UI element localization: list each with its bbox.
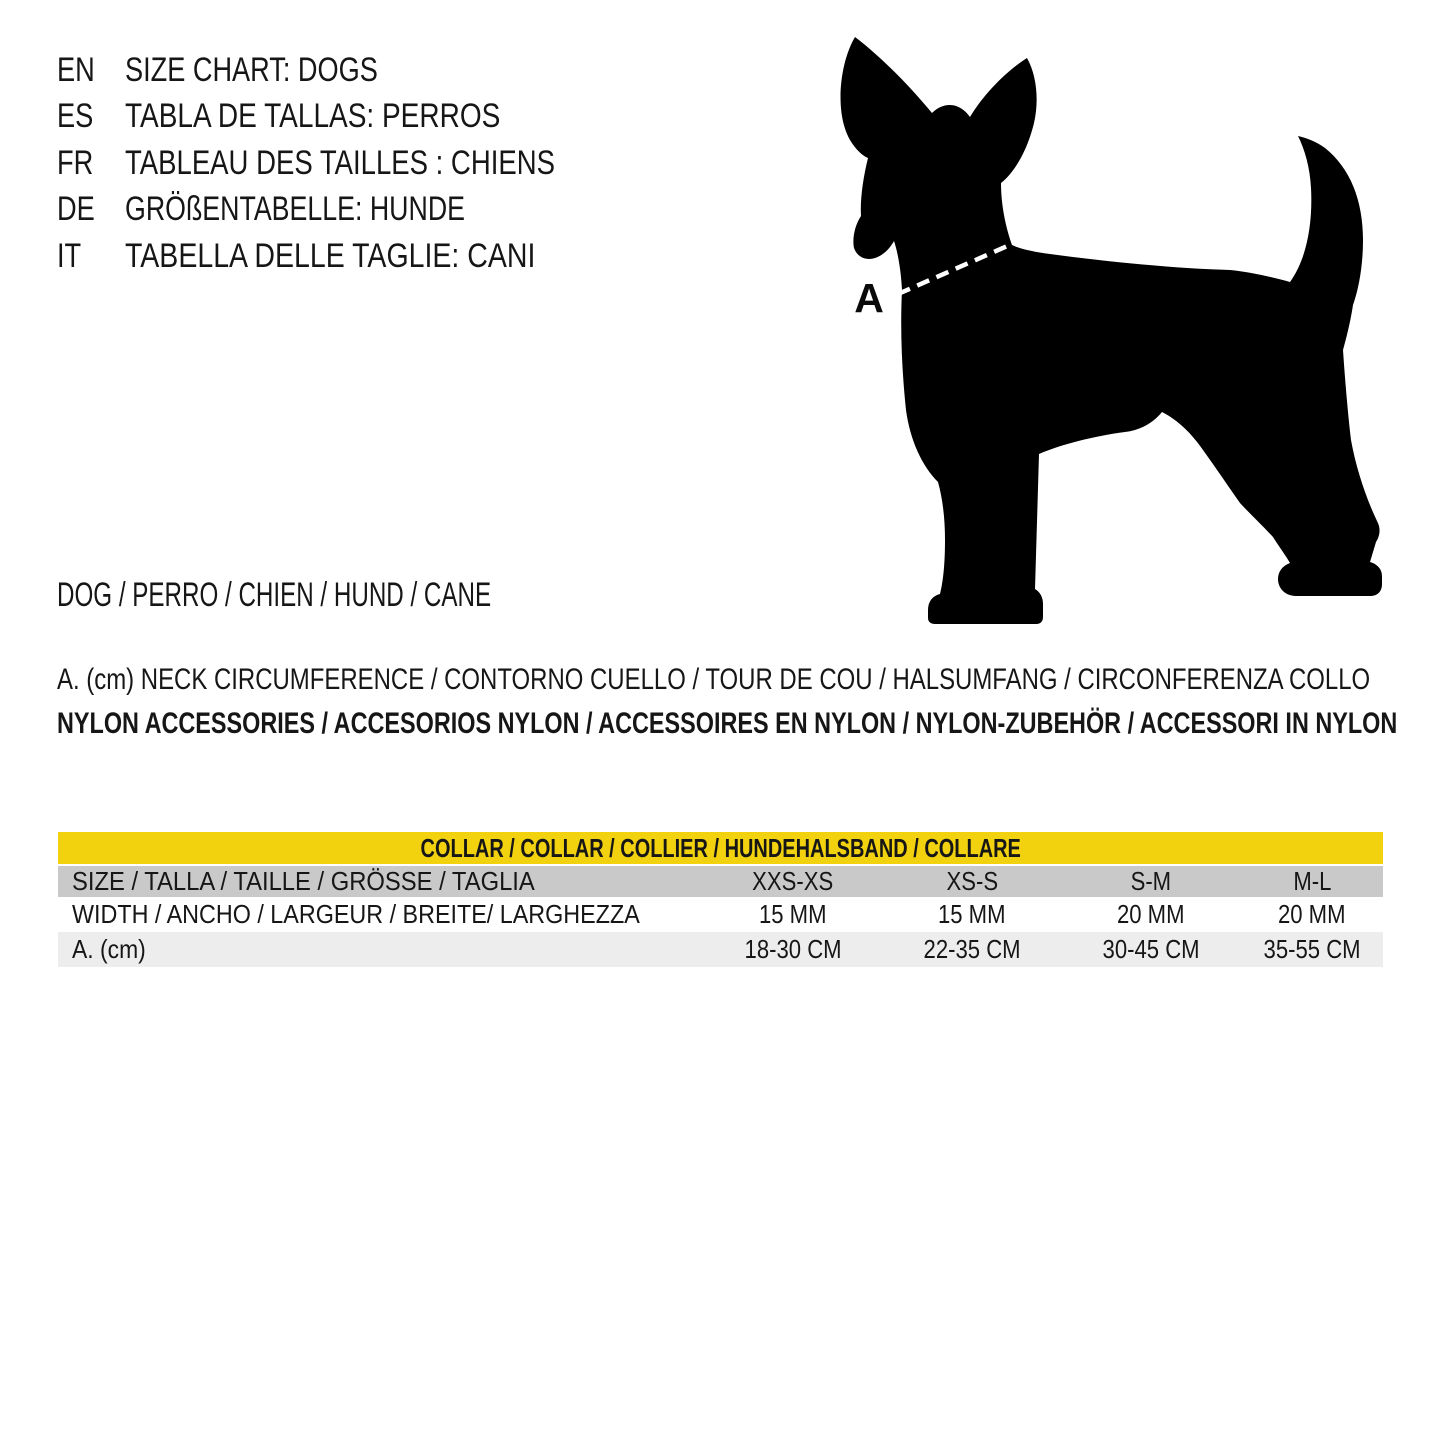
- language-title-list: [57, 47, 656, 280]
- language-row-fr: [57, 140, 656, 187]
- language-label: TABLA DE TALLAS: PERROS: [125, 97, 501, 136]
- table-title: COLLAR / COLLAR / COLLIER / HUNDEHALSBAND / COLLARE: [420, 832, 1021, 863]
- dog-caption: DOG / PERRO / CHIEN / HUND / CANE: [57, 576, 492, 614]
- table-row-width: [58, 897, 1383, 932]
- measure-a-label: A: [854, 275, 884, 321]
- table-cell: 18-30 CM: [744, 934, 842, 964]
- language-label: TABLEAU DES TAILLES : CHIENS: [125, 143, 555, 182]
- language-code: IT: [57, 236, 82, 275]
- language-code: FR: [57, 143, 94, 182]
- table-cell: XXS-XS: [752, 866, 834, 896]
- table-cell: 20 MM: [1117, 899, 1185, 929]
- table-cell: 35-55 CM: [1263, 934, 1361, 964]
- nylon-accessories-note: NYLON ACCESSORIES / ACCESORIOS NYLON / ACCESSOIRES EN NYLON / NYLON-ZUBEHÖR / ACCESSORI IN NYLON: [57, 707, 1398, 740]
- language-code: EN: [57, 50, 95, 89]
- table-cell: 15 MM: [759, 899, 827, 929]
- table-cell: 15 MM: [938, 899, 1006, 929]
- language-row-en: [57, 47, 656, 94]
- language-row-it: [57, 233, 656, 280]
- table-cell: 22-35 CM: [923, 934, 1021, 964]
- row-label: WIDTH / ANCHO / LARGEUR / BREITE/ LARGHEZZA: [72, 899, 640, 929]
- language-code: ES: [57, 97, 94, 136]
- table-cell: M-L: [1292, 866, 1332, 896]
- language-label: GRÖßENTABELLE: HUNDE: [125, 190, 466, 229]
- table-cell: S-M: [1130, 866, 1172, 896]
- dog-silhouette-svg: [810, 20, 1430, 640]
- language-row-es: [57, 94, 656, 141]
- table-cell: 30-45 CM: [1102, 934, 1200, 964]
- language-code: DE: [57, 190, 95, 229]
- dog-silhouette: [841, 37, 1382, 624]
- row-label: A. (cm): [72, 934, 146, 964]
- dog-figure: [810, 20, 1430, 640]
- row-label: SIZE / TALLA / TAILLE / GRÖSSE / TAGLIA: [72, 866, 535, 896]
- table-cell: 20 MM: [1278, 899, 1346, 929]
- language-row-de: [57, 187, 656, 234]
- table-cell: XS-S: [946, 866, 998, 896]
- language-label: SIZE CHART: DOGS: [125, 50, 378, 89]
- table-row-neck: [58, 932, 1383, 967]
- table-row-size: [58, 866, 1383, 897]
- table-title-bar: [58, 832, 1383, 864]
- neck-circumference-note: A. (cm) NECK CIRCUMFERENCE / CONTORNO CUELLO / TOUR DE COU / HALSUMFANG / CIRCONFERENZA COLLO: [57, 663, 1371, 696]
- collar-size-table: [58, 832, 1383, 967]
- language-label: TABELLA DELLE TAGLIE: CANI: [125, 236, 536, 275]
